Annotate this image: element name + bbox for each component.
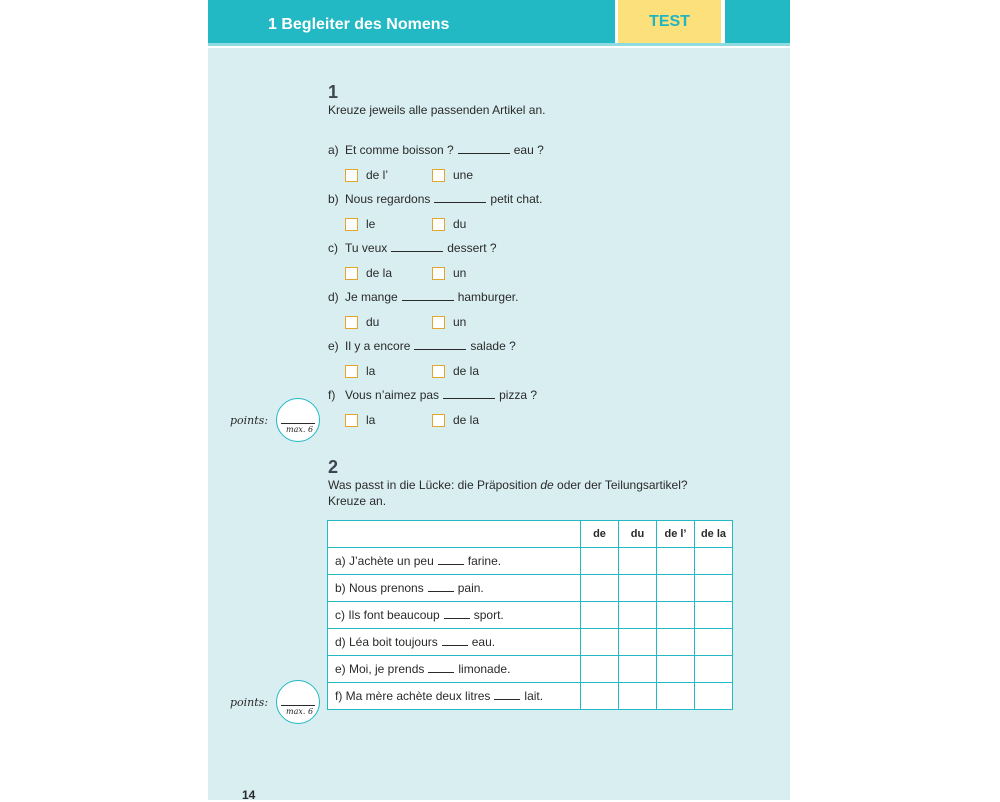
option-d2[interactable]: un xyxy=(432,315,466,329)
score-line xyxy=(281,705,315,706)
answer-blank xyxy=(414,340,466,350)
sentence-cell: c) Ils font beaucoup sport. xyxy=(328,602,581,629)
answer-cell[interactable] xyxy=(619,548,657,575)
header-bar xyxy=(208,0,615,43)
answer-cell[interactable] xyxy=(619,683,657,710)
table-row xyxy=(328,683,733,710)
checkbox[interactable] xyxy=(345,316,358,329)
answer-cell[interactable] xyxy=(581,656,619,683)
answer-cell[interactable] xyxy=(657,602,695,629)
exercise-1-number: 1 xyxy=(328,82,339,102)
checkbox[interactable] xyxy=(432,365,445,378)
option-f1[interactable]: la xyxy=(345,413,375,427)
points-label: points: xyxy=(230,696,269,709)
option-a1[interactable]: de l’ xyxy=(345,168,388,182)
answer-blank xyxy=(444,609,470,619)
page-number: 14 xyxy=(242,788,256,802)
answer-cell[interactable] xyxy=(619,602,657,629)
score-line xyxy=(281,423,315,424)
sentence-cell: b) Nous prenons pain. xyxy=(328,575,581,602)
column-header: du xyxy=(619,521,657,548)
column-header: de la xyxy=(695,521,733,548)
option-c2[interactable]: un xyxy=(432,266,466,280)
answer-cell[interactable] xyxy=(695,602,733,629)
answer-blank xyxy=(458,144,510,154)
checkbox[interactable] xyxy=(345,365,358,378)
answer-cell[interactable] xyxy=(695,656,733,683)
question-b: b) Nous regardons petit chat. xyxy=(328,192,543,206)
answer-cell[interactable] xyxy=(581,575,619,602)
answer-blank xyxy=(494,690,520,700)
question-c: c) Tu veux dessert ? xyxy=(328,241,497,255)
option-a2[interactable]: une xyxy=(432,168,473,182)
question-a: a) Et comme boisson ? eau ? xyxy=(328,143,544,157)
table-row xyxy=(328,656,733,683)
answer-cell[interactable] xyxy=(657,629,695,656)
option-b2[interactable]: du xyxy=(432,217,466,231)
score-circle[interactable] xyxy=(276,680,320,724)
table-row xyxy=(328,575,733,602)
table-header-empty xyxy=(328,521,581,548)
answer-cell[interactable] xyxy=(619,575,657,602)
option-c1[interactable]: de la xyxy=(345,266,392,280)
answer-blank xyxy=(428,663,454,673)
checkbox[interactable] xyxy=(432,267,445,280)
answer-blank xyxy=(443,389,495,399)
max-points: max. 6 xyxy=(286,425,314,434)
answer-cell[interactable] xyxy=(657,683,695,710)
answer-cell[interactable] xyxy=(695,629,733,656)
answer-blank xyxy=(442,636,468,646)
column-header: de xyxy=(581,521,619,548)
option-d1[interactable]: du xyxy=(345,315,379,329)
score-circle[interactable] xyxy=(276,398,320,442)
exercise-2-number: 2 xyxy=(328,457,339,477)
answer-table xyxy=(327,520,733,710)
answer-cell[interactable] xyxy=(619,629,657,656)
option-e1[interactable]: la xyxy=(345,364,375,378)
sentence-cell: f) Ma mère achète deux litres lait. xyxy=(328,683,581,710)
answer-cell[interactable] xyxy=(657,548,695,575)
answer-blank xyxy=(438,555,464,565)
exercise-2-instruction: Was passt in die Lücke: die Präposition de oder der Teilungsartikel? Kreuze an. xyxy=(328,478,688,508)
answer-cell[interactable] xyxy=(581,548,619,575)
sentence-cell: d) Léa boit toujours eau. xyxy=(328,629,581,656)
exercise-1-instruction: Kreuze jeweils alle passenden Artikel an. xyxy=(328,103,546,117)
checkbox[interactable] xyxy=(345,169,358,182)
question-d: d) Je mange hamburger. xyxy=(328,290,519,304)
answer-cell[interactable] xyxy=(695,548,733,575)
answer-cell[interactable] xyxy=(695,683,733,710)
answer-blank xyxy=(391,242,443,252)
option-b1[interactable]: le xyxy=(345,217,375,231)
question-e: e) Il y a encore salade ? xyxy=(328,339,516,353)
answer-cell[interactable] xyxy=(581,629,619,656)
sentence-cell: a) J’achète un peu farine. xyxy=(328,548,581,575)
checkbox[interactable] xyxy=(432,316,445,329)
checkbox[interactable] xyxy=(345,218,358,231)
answer-cell[interactable] xyxy=(581,602,619,629)
checkbox[interactable] xyxy=(345,414,358,427)
answer-cell[interactable] xyxy=(581,683,619,710)
test-label: TEST xyxy=(618,0,721,43)
answer-blank xyxy=(428,582,454,592)
answer-blank xyxy=(402,291,454,301)
sentence-cell: e) Moi, je prends limonade. xyxy=(328,656,581,683)
checkbox[interactable] xyxy=(345,267,358,280)
header-divider xyxy=(208,43,790,46)
table-row xyxy=(328,548,733,575)
checkbox[interactable] xyxy=(432,218,445,231)
max-points: max. 6 xyxy=(286,707,314,716)
answer-cell[interactable] xyxy=(619,656,657,683)
table-row xyxy=(328,602,733,629)
answer-cell[interactable] xyxy=(657,575,695,602)
answer-blank xyxy=(434,193,486,203)
table-header-row xyxy=(328,521,733,548)
checkbox[interactable] xyxy=(432,414,445,427)
option-e2[interactable]: de la xyxy=(432,364,479,378)
chapter-title: 1 Begleiter des Nomens xyxy=(268,16,450,33)
checkbox[interactable] xyxy=(432,169,445,182)
table-row xyxy=(328,629,733,656)
option-f2[interactable]: de la xyxy=(432,413,479,427)
workbook-page xyxy=(208,0,790,800)
points-label: points: xyxy=(230,414,269,427)
answer-cell[interactable] xyxy=(695,575,733,602)
column-header: de l’ xyxy=(657,521,695,548)
question-f: f) Vous n’aimez pas pizza ? xyxy=(328,388,538,402)
answer-cell[interactable] xyxy=(657,656,695,683)
header-bar-right xyxy=(725,0,790,43)
